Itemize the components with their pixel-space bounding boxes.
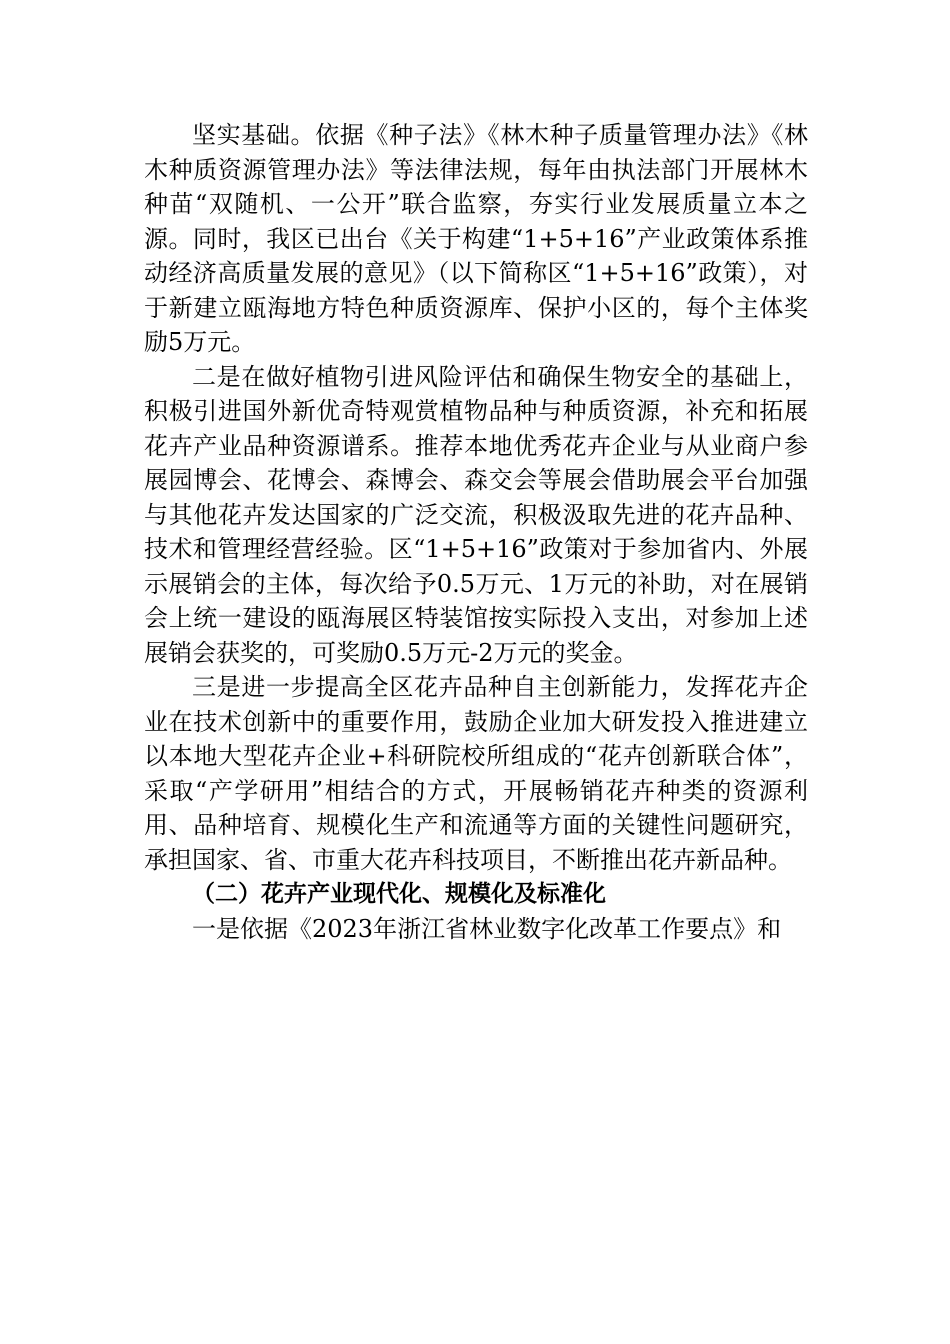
paragraph-2: 二是在做好植物引进风险评估和确保生物安全的基础上，积极引进国外新优奇特观赏植物品种与种质资源，补充和拓展花卉产业品种资源谱系。推荐本地优秀花卉企业与从业商户参展园博会、花博会、森博会、森交会等展会借助展会平台加强与其他花卉发达国家的广泛交流，积极汲取先进的花卉品种、技术和管理经营经验。区“1+5+16”政策对于参加省内、外展示展销会的主体，每次给予0.5万元、1万元的补助，对在展销会上统一建设的瓯海展区特装馆按实际投入支出，对参加上述展销会获奖的，可奖励0.5万元-2万元的奖金。: [144, 362, 808, 667]
document-body: [144, 118, 808, 946]
section-heading: （二）花卉产业现代化、规模化及标准化: [192, 881, 606, 907]
paragraph-4: 一是依据《2023年浙江省林业数字化改革工作要点》和: [192, 914, 782, 943]
paragraph-3: 三是进一步提高全区花卉品种自主创新能力，发挥花卉企业在技术创新中的重要作用，鼓励企业加大研发投入推进建立以本地大型花卉企业+科研院校所组成的“花卉创新联合体”，采取“产学研用”相结合的方式，开展畅销花卉种类的资源利用、品种培育、规模化生产和流通等方面的关键性问题研究，承担国家、省、市重大花卉科技项目，不断推出花卉新品种。: [144, 673, 808, 874]
paragraph-1: 坚实基础。依据《种子法》《林木种子质量管理办法》《林木种质资源管理办法》等法律法规，每年由执法部门开展林木种苗“双随机、一公开”联合监察，夯实行业发展质量立本之源。同时，我区已出台《关于构建“1+5+16”产业政策体系推动经济高质量发展的意见》（以下简称区“1+5+16”政策），对于新建立瓯海地方特色种质资源库、保护小区的，每个主体奖励5万元。: [144, 121, 808, 356]
